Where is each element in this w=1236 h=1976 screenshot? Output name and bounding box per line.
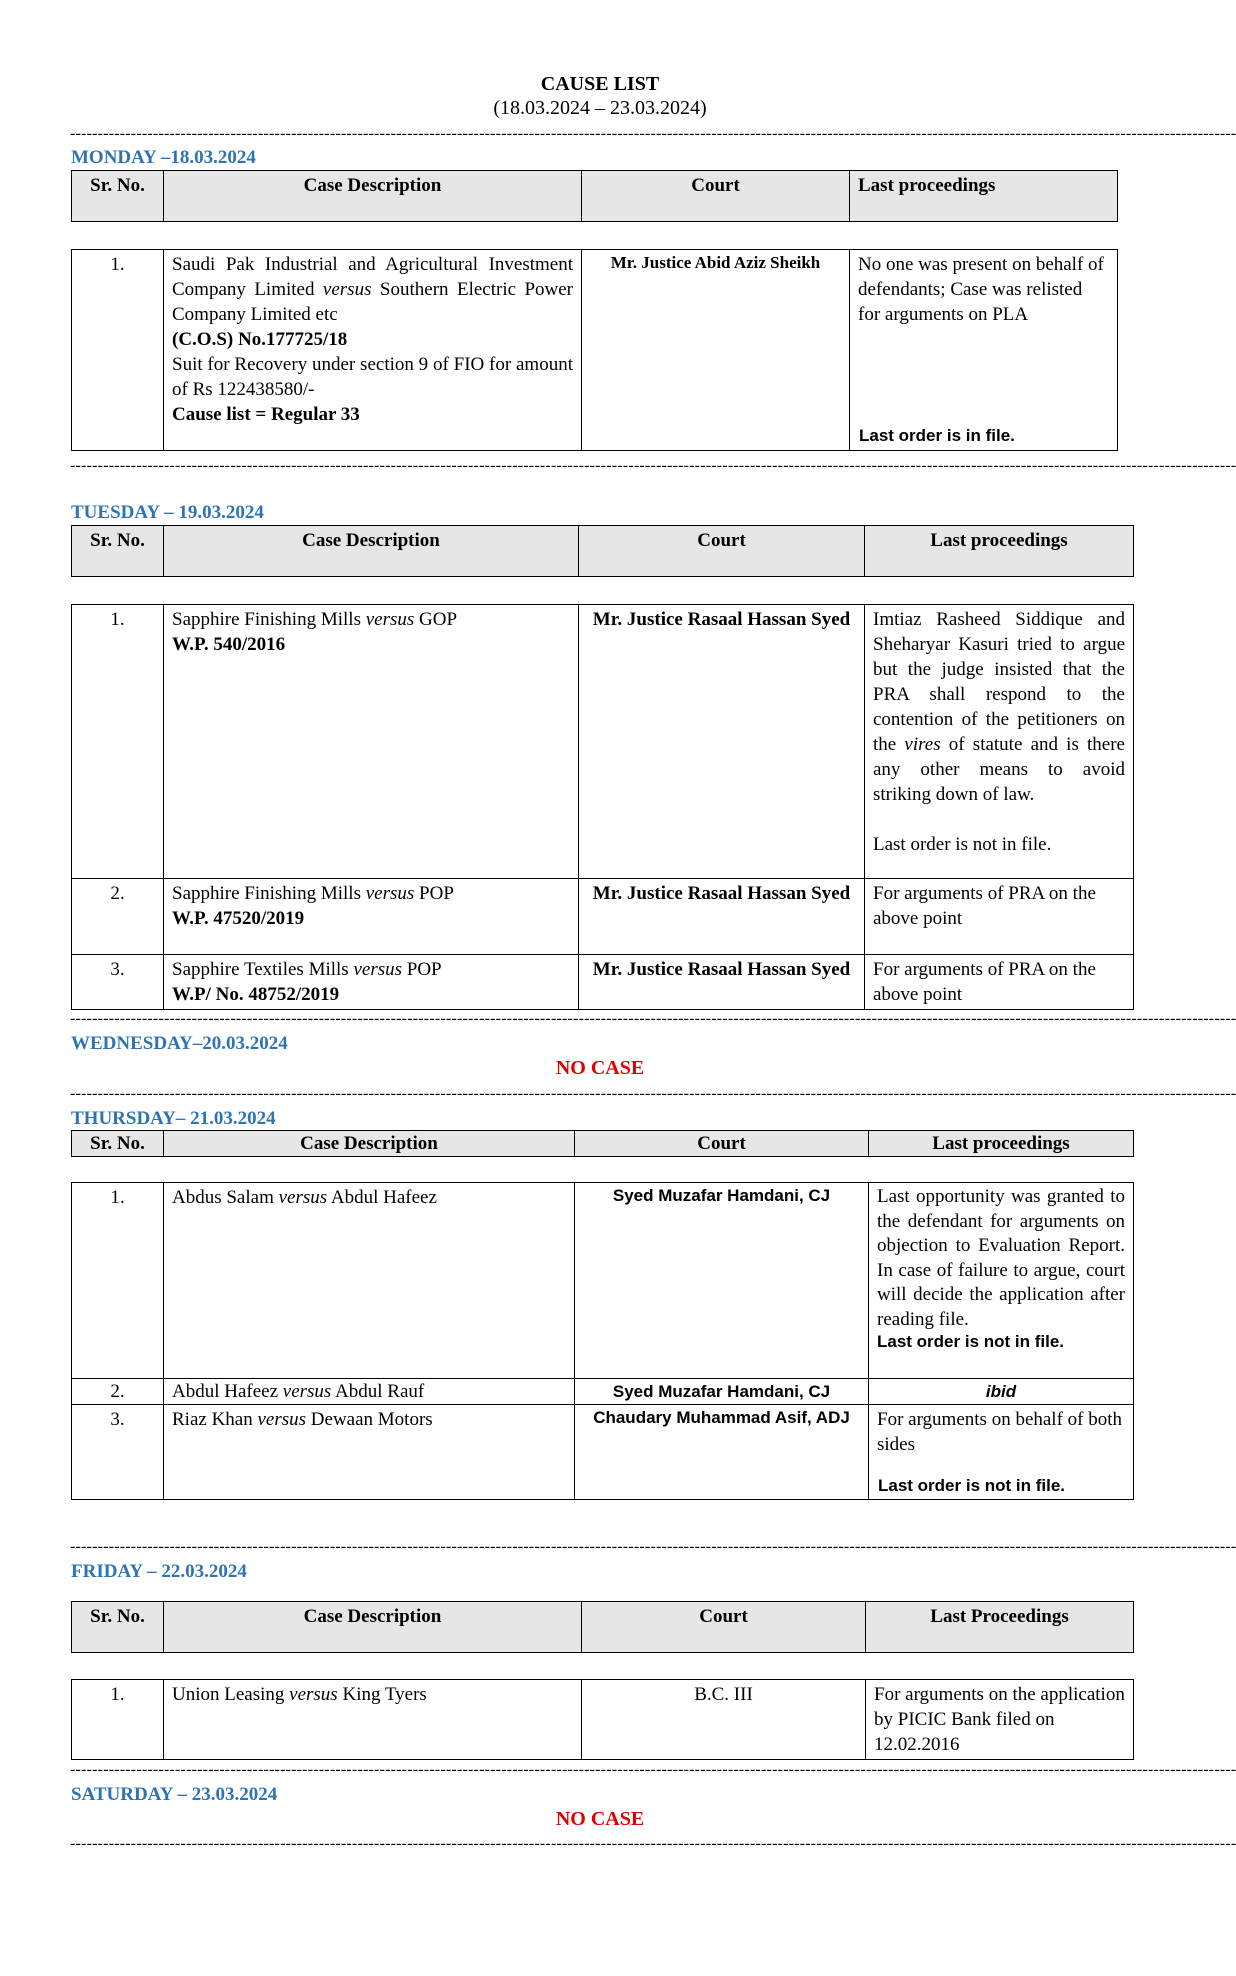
tuesday-header-table [71, 525, 1134, 577]
table-row [72, 605, 1134, 879]
last-proceedings-text: Last opportunity was granted to the defendant for arguments on objection to Evaluation Report. In case of failure to argue, court will decide the application after reading file. [877, 1186, 1125, 1330]
case-number: W.P/ No. 48752/2019 [172, 984, 340, 1005]
case-last-proceedings: For arguments on the application by PICIC Bank filed on 12.02.2016 [866, 1680, 1134, 1760]
case-court: Mr. Justice Rasaal Hassan Syed [579, 879, 865, 955]
header-desc: Case Description [164, 171, 582, 222]
versus-label: versus [365, 883, 415, 904]
case-description [164, 605, 579, 879]
separator: ------------------------------------------------------------------------------------------------------------------------------------------------------------------------------------------------------------------- [70, 1761, 1236, 1778]
case-court: Syed Muzafar Hamdani, CJ [575, 1183, 869, 1379]
header-desc: Case Description [164, 526, 579, 577]
saturday-heading: SATURDAY – 23.03.2024 [71, 1784, 278, 1805]
separator: ------------------------------------------------------------------------------------------------------------------------------------------------------------------------------------------------------------------- [70, 457, 1236, 474]
separator: ------------------------------------------------------------------------------------------------------------------------------------------------------------------------------------------------------------------- [70, 1085, 1236, 1102]
header-desc: Case Description [164, 1131, 575, 1157]
case-last-proceedings: ibid [869, 1379, 1134, 1405]
case-court: Mr. Justice Rasaal Hassan Syed [579, 605, 865, 879]
case-last-proceedings: For arguments of PRA on the above point [865, 955, 1134, 1010]
versus-label: versus [282, 1381, 332, 1402]
party-1: Riaz Khan [172, 1409, 253, 1430]
header-court: Court [582, 171, 850, 222]
monday-header-table [71, 170, 1118, 222]
header-last: Last Proceedings [866, 1602, 1134, 1653]
header-sr: Sr. No. [72, 1131, 164, 1157]
vires-term: vires [904, 734, 941, 755]
case-court: Mr. Justice Abid Aziz Sheikh [582, 250, 850, 451]
versus-label: versus [278, 1187, 328, 1208]
party-1: Sapphire Textiles Mills [172, 959, 349, 980]
header-last: Last proceedings [850, 171, 1118, 222]
friday-header-table [71, 1601, 1134, 1653]
monday-cases-table [71, 249, 1118, 451]
case-last-proceedings: For arguments of PRA on the above point [865, 879, 1134, 955]
separator: ------------------------------------------------------------------------------------------------------------------------------------------------------------------------------------------------------------------- [70, 125, 1236, 142]
last-order-note: Last order is not in file. [877, 1332, 1065, 1351]
header-last: Last proceedings [865, 526, 1134, 577]
header-sr: Sr. No. [72, 526, 164, 577]
table-row [72, 1183, 1134, 1379]
party-2: POP [406, 959, 442, 980]
case-detail: Suit for Recovery under section 9 of FIO for amount of Rs 122438580/- [172, 354, 573, 400]
party-1: Sapphire Finishing Mills [172, 609, 361, 630]
case-description [164, 955, 579, 1010]
case-number: (C.O.S) No.177725/18 [172, 329, 348, 350]
last-proceedings-text: For arguments on behalf of both sides [877, 1409, 1123, 1455]
thursday-cases-table [71, 1182, 1134, 1500]
versus-label: versus [289, 1684, 338, 1705]
case-sr: 1. [72, 250, 164, 451]
party-1: Saudi Pak Industrial and Agricultural Investment Company Limited [172, 254, 573, 300]
party-2: Dewaan Motors [310, 1409, 433, 1430]
header-court: Court [582, 1602, 866, 1653]
header-sr: Sr. No. [72, 171, 164, 222]
cause-list-note: Cause list = Regular 33 [172, 404, 360, 425]
table-row [72, 1405, 1134, 1500]
table-row [72, 955, 1134, 1010]
case-sr: 1. [72, 605, 164, 879]
party-2: POP [419, 883, 454, 904]
case-court: B.C. III [582, 1680, 866, 1760]
party-1: Union Leasing [172, 1684, 285, 1705]
monday-heading: MONDAY –18.03.2024 [71, 147, 256, 168]
header-court: Court [579, 526, 865, 577]
last-order-note: Last order is not in file. [878, 1476, 1066, 1495]
case-court: Mr. Justice Rasaal Hassan Syed [579, 955, 865, 1010]
last-proceedings-text: Imtiaz Rasheed Siddique and Sheharyar Kasuri tried to argue but the judge insisted that the PRA shall respond to the contention of the petitioners on the [873, 609, 1125, 755]
separator: ------------------------------------------------------------------------------------------------------------------------------------------------------------------------------------------------------------------- [70, 1835, 1236, 1852]
party-2: GOP [419, 609, 458, 630]
no-case-label: NO CASE [555, 1057, 645, 1079]
friday-heading: FRIDAY – 22.03.2024 [71, 1561, 247, 1582]
table-row [72, 1680, 1134, 1760]
case-description [164, 1680, 582, 1760]
tuesday-cases-table [71, 604, 1134, 1010]
case-sr: 2. [72, 879, 164, 955]
case-description [164, 1379, 575, 1405]
case-sr: 3. [72, 1405, 164, 1500]
last-order-note: Last order is not in file. [873, 834, 1052, 855]
wednesday-heading: WEDNESDAY–20.03.2024 [71, 1033, 288, 1054]
case-description [164, 1183, 575, 1379]
party-2: Southern Electric Power Company Limited etc [172, 279, 574, 325]
table-row [72, 879, 1134, 955]
case-court: Chaudary Muhammad Asif, ADJ [575, 1405, 869, 1500]
case-description [164, 1405, 575, 1500]
case-sr: 1. [72, 1183, 164, 1379]
separator: ------------------------------------------------------------------------------------------------------------------------------------------------------------------------------------------------------------------- [70, 1538, 1236, 1555]
case-court: Syed Muzafar Hamdani, CJ [575, 1379, 869, 1405]
tuesday-heading: TUESDAY – 19.03.2024 [71, 502, 264, 523]
case-sr: 2. [72, 1379, 164, 1405]
thursday-heading: THURSDAY– 21.03.2024 [71, 1108, 276, 1129]
last-proceedings-text-cont: of statute and is there any other means to avoid striking down of law. [873, 734, 1125, 805]
header-desc: Case Description [164, 1602, 582, 1653]
case-number: W.P. 540/2016 [172, 634, 286, 655]
case-number: W.P. 47520/2019 [172, 908, 305, 929]
separator: ------------------------------------------------------------------------------------------------------------------------------------------------------------------------------------------------------------------- [70, 1010, 1236, 1027]
case-description [164, 250, 582, 451]
table-row [72, 1379, 1134, 1405]
header-last: Last proceedings [869, 1131, 1134, 1157]
table-row [72, 250, 1118, 451]
friday-cases-table [71, 1679, 1134, 1760]
party-2: Abdul Hafeez [330, 1187, 437, 1208]
case-last-proceedings [865, 605, 1134, 879]
versus-label: versus [353, 959, 403, 980]
case-last-proceedings [869, 1183, 1134, 1379]
case-last-proceedings [850, 250, 1118, 451]
header-sr: Sr. No. [72, 1602, 164, 1653]
party-1: Sapphire Finishing Mills [172, 883, 361, 904]
date-range: (18.03.2024 – 23.03.2024) [493, 97, 707, 119]
party-2: King Tyers [342, 1684, 427, 1705]
no-case-label: NO CASE [555, 1808, 645, 1830]
case-sr: 1. [72, 1680, 164, 1760]
party-1: Abdus Salam [172, 1187, 274, 1208]
party-1: Abdul Hafeez [172, 1381, 279, 1402]
page-title: CAUSE LIST [540, 73, 660, 95]
versus-label: versus [365, 609, 415, 630]
versus-label: versus [322, 279, 372, 300]
last-order-note: Last order is in file. [859, 426, 1015, 445]
header-court: Court [575, 1131, 869, 1157]
case-last-proceedings [869, 1405, 1134, 1500]
last-proceedings-text: No one was present on behalf of defendants; Case was relisted for arguments on PLA [858, 254, 1104, 325]
versus-label: versus [257, 1409, 307, 1430]
thursday-header-table [71, 1130, 1134, 1157]
case-sr: 3. [72, 955, 164, 1010]
party-2: Abdul Rauf [335, 1381, 425, 1402]
case-description [164, 879, 579, 955]
